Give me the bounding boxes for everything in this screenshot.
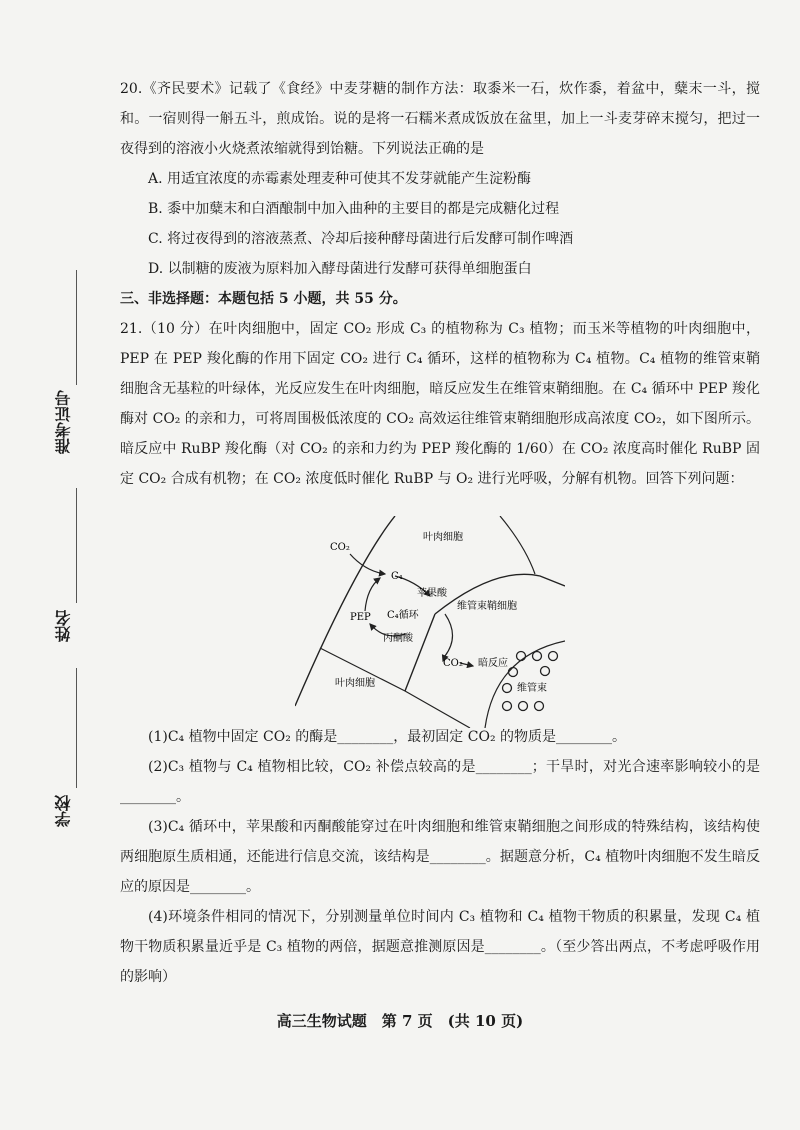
label-mesophyll-top: 叶肉细胞: [423, 532, 463, 543]
side-line-1: [76, 270, 77, 385]
side-label-exam-id: 准考证号: [54, 390, 73, 454]
side-line-2: [76, 488, 77, 603]
arrow-pep-to-c4: [365, 578, 380, 611]
label-pyruvate: 丙酮酸: [383, 633, 413, 644]
q20-option-d: D. 以制糖的废液为原料加入酵母菌进行发酵可获得单细胞蛋白: [148, 261, 532, 277]
arrow-malate-to-co2: [443, 614, 453, 661]
label-malate: 苹果酸: [417, 588, 447, 599]
right-cell-wall: [500, 516, 535, 574]
label-dark-reaction: 暗反应: [478, 658, 508, 669]
side-label-school: 学校: [54, 795, 73, 827]
label-co2-inner: CO₂: [443, 658, 463, 669]
label-bundle-sheath: 维管束鞘细胞: [457, 601, 517, 612]
label-co2-top: CO₂: [330, 542, 350, 553]
label-c4: C₄: [391, 571, 403, 582]
q21-stem: 21.（10 分）在叶肉细胞中，固定 CO₂ 形成 C₃ 的植物称为 C₃ 植物；而玉米等植物的叶肉细胞中，PEP 在 PEP 羧化酶的作用下固定 CO₂ 进行 C₄ 循环，这样的植物称为 C₄ 植物。C₄ 植物的维管束鞘细胞含无基粒的叶绿体，光反应发生在叶肉细胞，暗反应发生在维管束鞘细胞。在 C₄ 循环中 PEP 羧化酶对 CO₂ 的亲和力，可将周围极低浓度的 CO₂ 高效运往维管束鞘细胞形成高浓度 CO₂，如下图所示。暗反应中 RuBP 羧化酶（对 CO₂ 的亲和力约为 PEP 羧化酶的 1/60）在 CO₂ 浓度高时催化 RuBP 固定 CO₂ 合成有机物；在 CO₂ 浓度低时催化 RuBP 与 O₂ 进行光呼吸，分解有机物。回答下列问题：: [120, 321, 760, 487]
side-line-3: [76, 668, 77, 788]
label-mesophyll-bottom: 叶肉细胞: [335, 678, 375, 689]
q20-option-c: C. 将过夜得到的溶液蒸煮、冷却后接种酵母菌进行后发酵可制作啤酒: [148, 231, 574, 247]
label-pep: PEP: [350, 612, 371, 623]
q20-option-b: B. 黍中加糵末和白酒酿制中加入曲种的主要目的都是完成糖化过程: [148, 201, 560, 217]
q21-sub3: (3)C₄ 循环中，苹果酸和丙酮酸能穿过在叶肉细胞和维管束鞘细胞之间形成的特殊结构，该结构使两细胞原生质相通，还能进行信息交流，该结构是________。据题意分析，C₄ 植物叶肉细胞不发生暗反应的原因是________。: [120, 819, 760, 895]
vascular-vessels: [503, 652, 558, 711]
q21-sub2: (2)C₃ 植物与 C₄ 植物相比较，CO₂ 补偿点较高的是________；干旱时，对光合速率影响较小的是________。: [120, 759, 760, 805]
q20-option-a: A. 用适宜浓度的赤霉素处理麦种可使其不发芽就能产生淀粉酶: [148, 171, 532, 187]
label-c4-cycle: C₄循环: [387, 610, 419, 621]
section-3-title: 三、非选择题：本题包括 5 小题，共 55 分。: [120, 291, 407, 307]
side-label-name: 姓名: [54, 610, 73, 642]
q21-sub1: (1)C₄ 植物中固定 CO₂ 的酶是________，最初固定 CO₂ 的物质是________。: [148, 729, 627, 745]
page-footer: 高三生物试题 第 7 页 (共 10 页): [276, 1012, 524, 1030]
c4-pathway-diagram: [295, 516, 565, 728]
q21-sub4: (4)环境条件相同的情况下，分别测量单位时间内 C₃ 植物和 C₄ 植物干物质的积累量，发现 C₄ 植物干物质积累量近乎是 C₃ 植物的两倍，据题意推测原因是________。（至少答出两点，不考虑呼吸作用的影响）: [120, 909, 760, 985]
bundle-sheath-lower: [405, 614, 435, 691]
label-vascular: 维管束: [517, 683, 547, 694]
q20-stem: 20.《齐民要术》记载了《食经》中麦芽糖的制作方法：取黍米一石，炊作黍，着盆中，糵末一斗，搅和。一宿则得一斛五斗，煎成饴。说的是将一石糯米煮成饭放在盆里，加上一斗麦芽碎末搅匀，把过一夜得到的溶液小火烧煮浓缩就得到饴糖。下列说法正确的是: [120, 81, 760, 157]
